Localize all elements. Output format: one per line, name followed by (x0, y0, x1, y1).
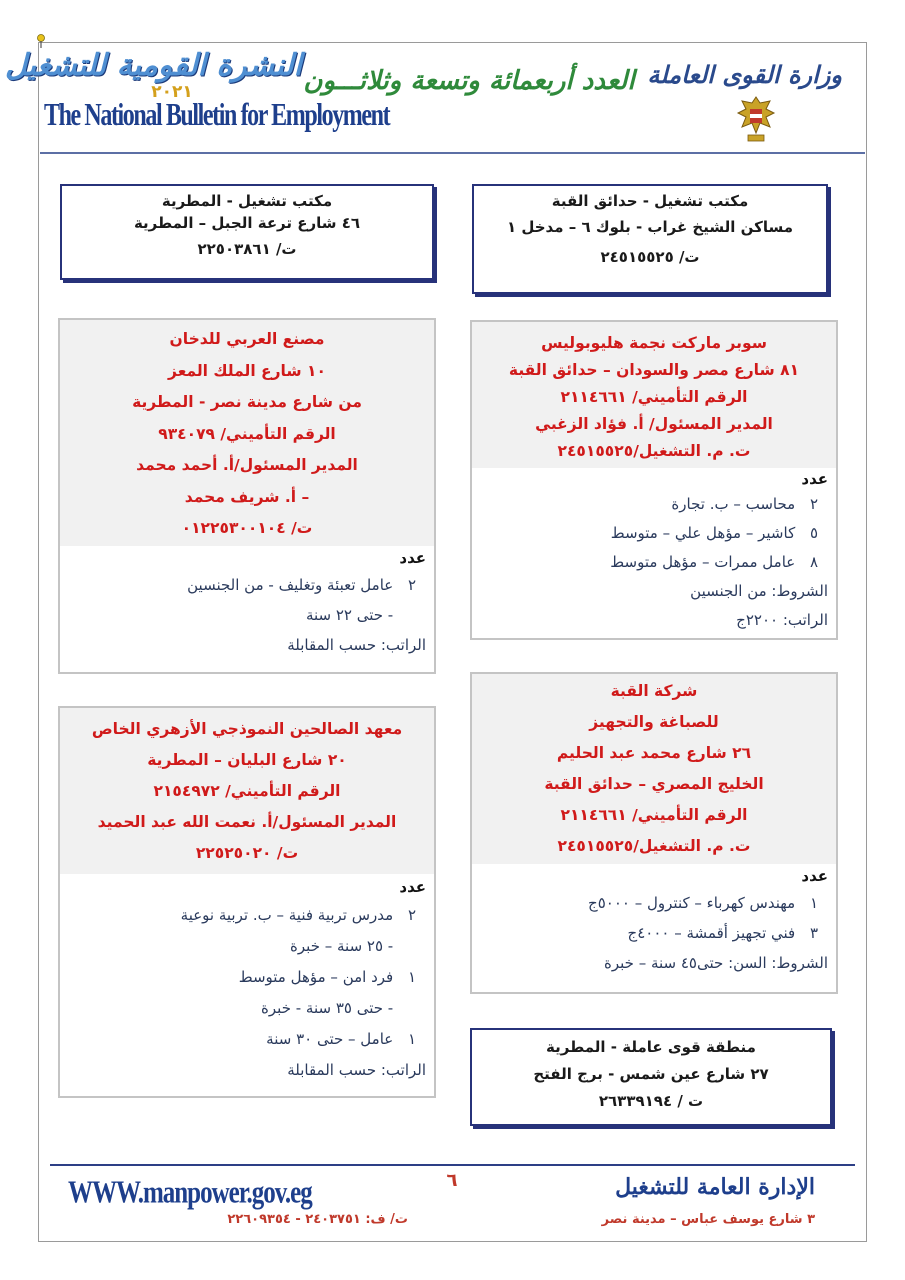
manager-name: المدير المسئول/أ. نعمت الله عبد الحميد (97, 813, 397, 831)
pushpin-icon (36, 34, 46, 48)
job-title: مهندس كهرباء – كنترول – ٥٠٠٠ج (588, 894, 796, 912)
office-workforce-matareya (470, 1028, 832, 1126)
company-arabi (58, 318, 436, 674)
office-phone: ت / ٢٦٣٣٩١٩٤ (598, 1092, 704, 1110)
footer-department: الإدارة العامة للتشغيل (615, 1174, 815, 1200)
company-saliheen (58, 706, 436, 1098)
salary: الراتب: ٢٢٠٠ج (736, 611, 828, 629)
salary: الراتب: حسب المقابلة (287, 1061, 426, 1079)
company-phone: ت/ ٢٢٥٢٥٠٢٠ (195, 844, 299, 862)
office-title: مكتب تشغيل - المطرية (161, 192, 333, 210)
count-label: عدد (399, 549, 426, 567)
footer-phone: ت/ ف: ٢٤٠٣٧٥١ - ٢٢٦٠٩٣٥٤ (227, 1212, 408, 1227)
company-info (472, 322, 836, 468)
office-qubba (472, 184, 828, 294)
job-title: محاسب – ب. تجارة (671, 495, 796, 513)
job-item (68, 962, 426, 993)
company-info (60, 708, 434, 874)
job-item (480, 918, 828, 948)
company-qubba-dyeing (470, 672, 838, 994)
insurance-number: الرقم التأميني/ ٩٣٤٠٧٩ (158, 424, 336, 443)
manager-name: المدير المسئول/ أ. فؤاد الزغبي (535, 415, 773, 433)
salary: الراتب: حسب المقابلة (287, 636, 426, 654)
job-item (68, 570, 426, 600)
job-title: عامل ممرات – مؤهل متوسط (610, 553, 796, 571)
issue-number: العدد أربعمائة وتسعة وثلاثـــون (303, 66, 635, 96)
job-count: ٢ (407, 906, 417, 924)
manager-name: المدير المسئول/أ. أحمد محمد (136, 456, 358, 474)
job-title: فرد امن – مؤهل متوسط (238, 968, 394, 986)
insurance-number: الرقم التأميني/ ٢١٥٤٩٧٢ (153, 782, 341, 800)
company-info (60, 320, 434, 546)
job-list (472, 468, 836, 635)
job-count: ٥ (809, 524, 819, 542)
count-label: عدد (399, 878, 426, 896)
footer-divider (50, 1164, 855, 1166)
company-info (472, 674, 836, 864)
office-title: منطقة قوى عاملة - المطرية (546, 1038, 756, 1056)
job-title: مدرس تربية فنية – ب. تربية نوعية (180, 906, 394, 924)
bulletin-english-title: The National Bulletin for Employment (44, 99, 390, 133)
job-item (68, 993, 426, 1024)
job-count: ٣ (809, 924, 819, 942)
job-item (68, 1024, 426, 1055)
page-number: ٦ (446, 1170, 458, 1191)
job-count: ١ (407, 1030, 417, 1048)
office-phone: ت/ ٢٤٥١٥٥٢٥ (600, 248, 700, 266)
job-title: فني تجهيز أقمشة – ٤٠٠٠ج (627, 924, 796, 942)
job-item (480, 548, 828, 577)
job-count: ١ (407, 968, 417, 986)
conditions: الشروط: السن: حتى٤٥ سنة – خبرة (604, 954, 828, 972)
job-title: عامل تعبئة وتغليف - من الجنسين (187, 576, 394, 594)
job-count: ٢ (809, 495, 819, 513)
company-name: معهد الصالحين النموذجي الأزهري الخاص (91, 720, 403, 738)
bulletin-year: ٢٠٢١ (151, 82, 193, 102)
company-address: ١٠ شارع الملك المعز (168, 361, 326, 380)
eagle-emblem-icon (736, 93, 776, 145)
job-item (68, 900, 426, 931)
job-list (60, 546, 434, 660)
company-najma (470, 320, 838, 640)
job-count: ١ (809, 894, 819, 912)
company-phone: ت. م. التشغيل/٢٤٥١٥٥٢٥ (557, 442, 751, 460)
office-phone: ت/ ٢٢٥٠٣٨٦١ (197, 240, 297, 258)
company-phone: ت/ ٠١٢٢٥٣٠٠١٠٤ (181, 519, 313, 537)
company-name: سوبر ماركت نجمة هليوبوليس (541, 334, 767, 352)
job-title: - ٢٥ سنة – خبرة (290, 937, 394, 955)
bulletin-arabic-title: النشرة القومية للتشغيل (5, 48, 302, 83)
office-matareya (60, 184, 434, 280)
company-phone: ت. م. التشغيل/٢٤٥١٥٥٢٥ (557, 837, 751, 855)
job-title: - حتى ٣٥ سنة - خبرة (261, 999, 394, 1017)
job-item (480, 519, 828, 548)
office-title: مكتب تشغيل - حدائق القبة (551, 192, 749, 210)
office-address: ٢٧ شارع عين شمس - برج الفتح (533, 1065, 769, 1083)
count-label: عدد (801, 867, 828, 885)
job-list (472, 864, 836, 978)
office-address: مساكن الشيخ غراب - بلوك ٦ – مدخل ١ (506, 218, 794, 236)
job-item (68, 931, 426, 962)
job-count: ٨ (809, 553, 819, 571)
company-address: ٢٠ شارع البليان – المطرية (147, 751, 347, 769)
job-item (480, 490, 828, 519)
manager-name-2: – أ. شريف محمد (184, 487, 310, 506)
company-address: ٨١ شارع مصر والسودان – حدائق القبة (508, 361, 800, 379)
company-name-2: للصباغة والتجهيز (589, 713, 719, 731)
insurance-number: الرقم التأميني/ ٢١١٤٦٦١ (560, 388, 748, 406)
insurance-number: الرقم التأميني/ ٢١١٤٦٦١ (560, 806, 748, 824)
job-list (60, 874, 434, 1086)
header-divider (40, 152, 865, 154)
job-item (68, 600, 426, 630)
footer-website-link[interactable]: WWW.manpower.gov.eg (68, 1176, 312, 1210)
company-address-2: الخليج المصري – حدائق القبة (544, 775, 764, 793)
company-address: ٢٦ شارع محمد عبد الحليم (556, 744, 752, 762)
conditions: الشروط: من الجنسين (690, 582, 828, 600)
company-address-2: من شارع مدينة نصر - المطرية (132, 393, 362, 411)
job-count: ٢ (407, 576, 417, 594)
company-name: شركة القبة (610, 682, 698, 700)
office-address: ٤٦ شارع ترعة الجبل – المطرية (133, 214, 361, 232)
job-title: عامل – حتى ٣٠ سنة (266, 1030, 394, 1048)
job-title: - حتى ٢٢ سنة (305, 606, 394, 624)
company-name: مصنع العربي للدخان (169, 330, 325, 348)
ministry-name: وزارة القوى العاملة (647, 60, 842, 89)
job-item (480, 888, 828, 918)
count-label: عدد (801, 470, 828, 488)
footer-address: ٣ شارع يوسف عباس – مدينة نصر (601, 1212, 815, 1227)
job-title: كاشير – مؤهل علي – متوسط (610, 524, 796, 542)
